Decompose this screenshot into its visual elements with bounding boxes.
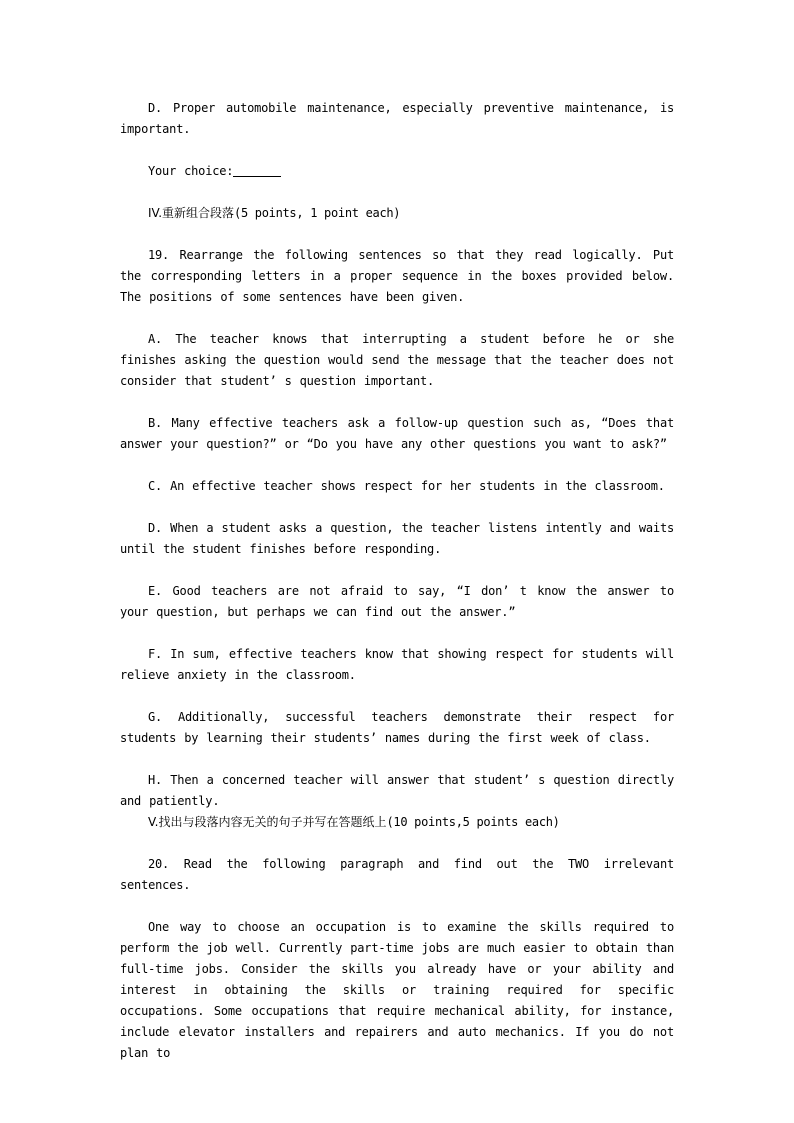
document-page xyxy=(120,98,674,1064)
your-choice-label: Your choice: xyxy=(148,164,234,178)
section-4-heading-zh: IV.重新组合段落 xyxy=(148,206,235,220)
section-5-heading xyxy=(120,812,674,833)
sentence-d: D. When a student asks a question, the teacher listens intently and waits until the student finishes before responding. xyxy=(120,521,674,556)
section-4-heading-points: (5 points, 1 point each) xyxy=(234,206,401,220)
sentence-h: H. Then a concerned teacher will answer that student’ s question directly and patiently. xyxy=(120,773,674,808)
section-5-heading-zh: V.找出与段落内容无关的句子并写在答题纸上 xyxy=(148,815,387,829)
sentence-f: F. In sum, effective teachers know that showing respect for students will relieve anxiety in the classroom. xyxy=(120,647,674,682)
question-20: 20. Read the following paragraph and find out the TWO irrelevant sentences. xyxy=(120,857,674,892)
sentence-e: E. Good teachers are not afraid to say, “I don’ t know the answer to your question, but perhaps we can find out the answer.” xyxy=(120,584,674,619)
section-5-heading-points: (10 points,5 points each) xyxy=(386,815,560,829)
your-choice xyxy=(120,161,674,182)
sentence-b: B. Many effective teachers ask a follow-up question such as, “Does that answer your question?” or “Do you have any other questions you want to ask?” xyxy=(120,416,674,451)
sentence-a: A. The teacher knows that interrupting a student before he or she finishes asking the question would send the message that the teacher does not consider that student’ s question important. xyxy=(120,332,674,388)
section-4-heading xyxy=(120,203,674,224)
your-choice-blank[interactable] xyxy=(233,163,281,177)
question-19: 19. Rearrange the following sentences so that they read logically. Put the corresponding letters in a proper sequence in the boxes provided below. The positions of some sentences have been given. xyxy=(120,248,674,304)
option-d: D. Proper automobile maintenance, especially preventive maintenance, is important. xyxy=(120,101,674,136)
sentence-g: G. Additionally, successful teachers demonstrate their respect for students by learning their students’ names during the first week of class. xyxy=(120,710,674,745)
sentence-c: C. An effective teacher shows respect for her students in the classroom. xyxy=(148,479,665,493)
occupation-paragraph: One way to choose an occupation is to examine the skills required to perform the job well. Currently part-time jobs are much easier to obtain than full-time jobs. Consider the skills you already have or your ability and interest in obtaining the skills or training required for specific occupations. Some occupations that require mechanical ability, for instance, include elevator installers and repairers and auto mechanics. If you do not plan to xyxy=(120,920,674,1060)
